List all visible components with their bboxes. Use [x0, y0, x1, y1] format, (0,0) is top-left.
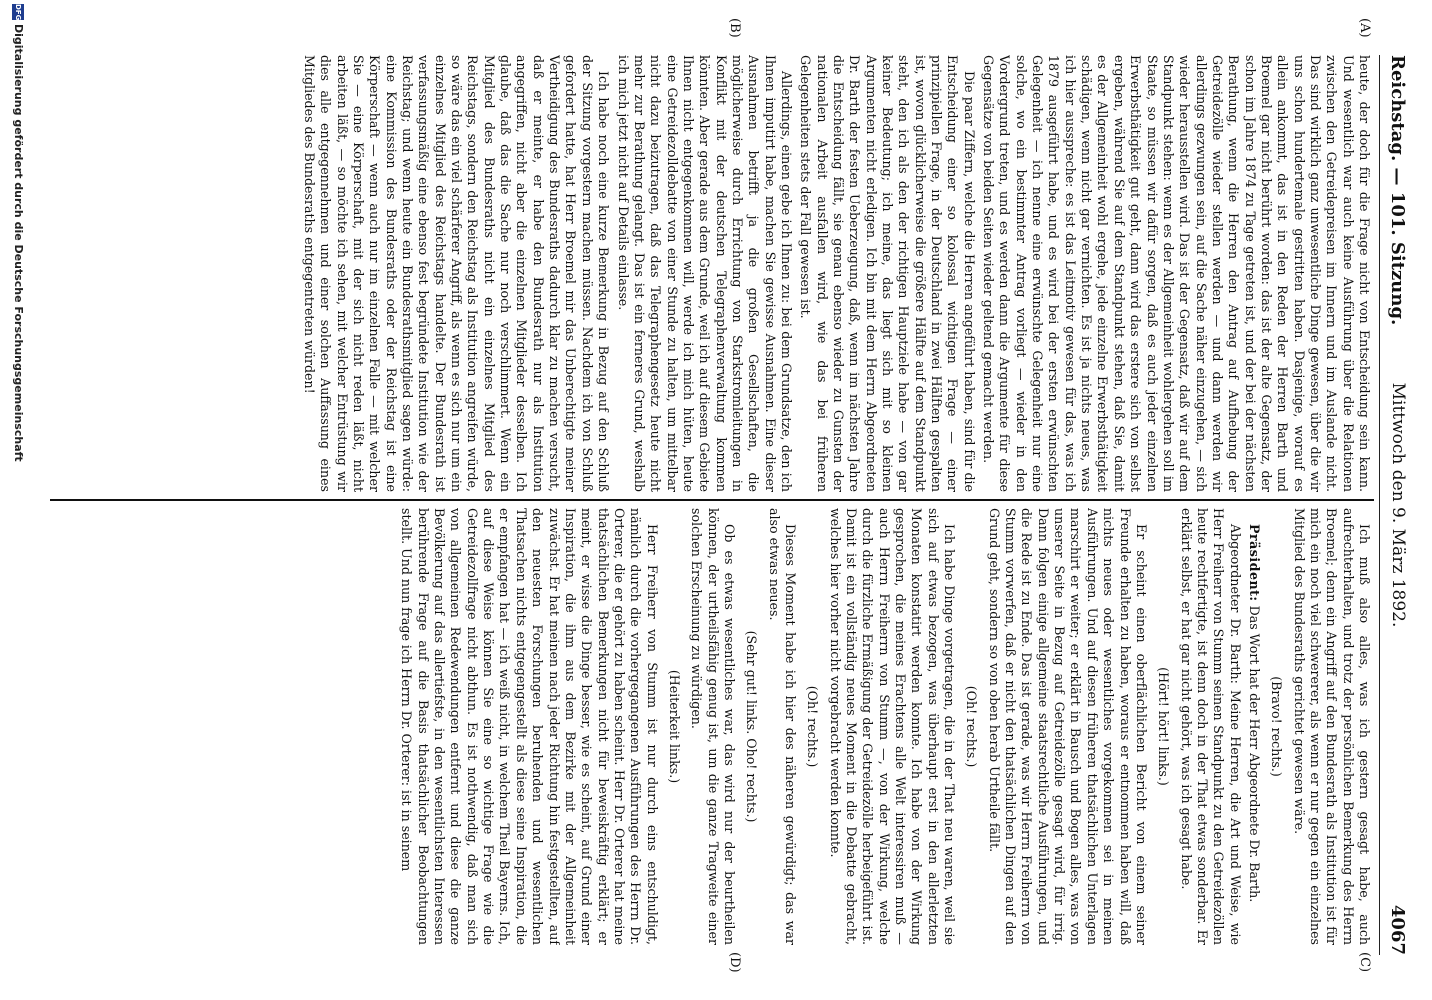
left-paragraph: Die paar Ziffern, welche die Herren angeführt haben, sind für die Entscheidung einer so kolossal wichtigen Frage — einer prinzipiellen Frage, in der Deutschland in zwei Hälften gespalten ist, wovon glücklicherweise die größere Hälfte auf dem Standpunkt steht, den ich als den der richtigen Hauptziele habe — von gar keiner Bedeutung; ich meine, das liegt sich mit so kleinen Argumenten nicht erledigen. Ich bin mit dem Herrn Abgeordneten Dr. Barth der festen Ueberzeugung, daß, wenn im nächsten Jahre die Entscheidung fällt, sie genau ebenso wieder zu Gunsten der nationalen Arbeit ausfallen wird, wie das bei früheren Gelegenheiten stets der Fall gewesen ist. — [798, 55, 977, 492]
interjection: (Oh! rechts.) — [964, 685, 980, 768]
header-session-title: Reichstag. — 101. Sitzung. — [1387, 55, 1408, 326]
header-page-number: 4067 — [1387, 904, 1408, 955]
margin-marker-a: (A) — [1357, 18, 1372, 38]
right-paragraph: Er scheint einen oberflächlichen Bericht von einem seiner Freunde erhalten zu haben, woraus er entnommen haben will, daß nichts neues oder wesentliches vorgekommen sei in meinen Ausführungen. Und auf diesen früheren thatsächlichen Unterlagen marschirt er weiter; er erklärt in Bausch und Bogen alles, was von unserer Seite in Bezug auf Getreidezölle gesagt wird, für irrig. Dann folgen einige allgemeine staatsrechtliche Ausführungen, und die Rede ist zu Ende. Das ist gerade, was wir Herrn Freiherrn von Stumm vorwerfen, daß er nicht den thatsächlichen Dingen auf den Grund geht, sondern so von oben herab Urtheile fällt. — [986, 508, 1149, 945]
right-paragraph: Dieses Moment habe ich hier des näheren gewürdigt; das war also etwas neues. — [766, 508, 798, 945]
left-paragraph: Allerdings, einen gebe ich Ihnen zu: bei dem Grundsatze, den ich Ihnen imputirt habe, machen Sie gewisse Ausnahmen. Eine dieser Ausnahmen betrifft ja die großen Gesellschaften, die möglicherweise durch Errichtung von Starkstromleitungen in Konflikt mit der deutschen Telegraphenverwaltung kommen könnten. Aber gerade aus dem Grunde, weil ich auf diesem Gebiete Ihnen nicht entgegenkommen will, werde ich mich hüten, heute eine Getreidezolldebatte von einer Stunde zu halten, um mittelbar nicht dazu beizutragen, daß das Telegraphengesetz heute nicht mehr zur Berathung gelangt. Das ist ein ferneres Grund, weshalb ich mich jetzt nicht auf Details einlasse. — [615, 55, 794, 492]
interjection: (Heiterkeit links.) — [666, 669, 682, 784]
margin-marker-c: (C) — [1357, 952, 1372, 973]
speaker-label: Präsident: — [1246, 524, 1262, 602]
interjection: (Sehr gut! links. Oho! rechts.) — [744, 630, 760, 823]
interjection: (Bravo! rechts.) — [1269, 676, 1285, 777]
left-paragraph: Ich habe noch eine kurze Bemerkung in Bezug auf den Schluß der Sitzung vorgestern machen müssen. Nachdem ich von Schluß gefordert hatte, hat Herr Broemel mir das Unberechtigte meiner Vertheidigung des Bundesraths dadurch klar zu machen versucht, daß er meinte, er habe den Bundesrath nur als Institution angegriffen, nicht aber die einzelnen Mitglieder desselben. Ich glaube, daß das die Sache nur noch verschlimmert. Wenn ein Mitglied des Bundesraths nicht ein einzelnes Mitglied des Reichstags, sondern den Reichstag als Institution angreifen würde, so wäre das ein viel schärferer Angriff, als wenn es sich nur um ein einzelnes Mitglied des Reichstags handelte. Der Bundesrath ist verfassungsmäßig eine ebenso fest begründete Institution wie der Reichstag; und wenn heute ein Bundesrathsmitglied sagen würde: eine Kommission des Bundesraths oder der Reichstag ist eine Körperschaft — wenn auch nur im einzelnen Falle — mit welcher Sie — eine Körperschaft, mit der sich nicht reden läßt, nicht arbeiten läßt, — so möchte ich sehen, mit welcher Entrüstung wir dies alle entgegennehmen und einer solchen Auffassung eines Mitgliedes des Bundesraths entgegentreten würden! — [302, 55, 612, 492]
right-paragraph: Herr Freiherr von Stumm ist nur durch eins entschuldigt, nämlich durch die vorhergegangenen Ausführungen des Herrn Dr. Orterer, die er gehört zu haben scheint. Herr Dr. Orterer hat meine thatsächlichen Bemerkungen nicht für beweiskräftig erklärt; er meint, er wisse die Dinge besser, wie es scheint, auf Grund einer Inspiration, die ihm aus dem Bezirke mit der Allgemeinheit zuwächst. Er hat meinen nach jeder Richtung hin festgestellten, auf den neuesten Forschungen beruhenden und wesentlichen Thatsachen nichts entgegengestellt als diese seine Inspiration, die er empfangen hat — ich weiß nicht, in welchem Theil Bayerns. Ich, auf diese Weise können Sie eine so wichtige Frage wie die Getreidezollfrage nicht abthun. Es ist nothwendig, daß man sich von allgemeinen Redewendungen entfernt und diese die ganze Bevölkerung auf das allertiefste, in den wesentlichsten Interessen berührende Frage auf die Basis thatsächlicher Beobachtungen stellt. Und nun frage ich Herrn Dr. Orterer: ist in seinem — [399, 508, 660, 945]
left-paragraph: heute, der doch für die Frage nicht von Entscheidung sein kann. Und wesentlich war auch keine Ausführung über die Relationen zwischen den Getreidepreisen im Innern und im Auslande nicht. Das sind wirklich ganz unwesentliche Dinge gewesen, über die wir uns schon hundertemale gestritten haben. Dasjenige, worauf es allein ankommt, das ist in den Reden der Herren Barth und Broemel gar nicht berührt worden: das ist der alte Gegensatz, der schon im Jahre 1874 zu Tage getreten ist, und der bei der nächsten Berathung, wenn die Herren den Antrag auf Aufhebung der Getreidezölle wieder stellen werden — und dann werden wir allerdings gezwungen sein, auf die Sache näher einzugehen, — sich wieder herausstellen wird. Das ist der Gegensatz, daß wir auf dem Standpunkt stehen: wenn es der Allgemeinheit wohlergehen soll im Staate, so müssen wir dafür sorgen, daß es auch jeder einzelnen Erwerbsthätigkeit gut geht, dann wird das erstere sich von selbst ergeben, während Sie auf dem Standpunkt stehen, daß Sie, damit es der Allgemeinheit wohl ergehe, jede einzelne Erwerbsthätigkeit schädigen, wenn nicht gar vernichten. Es ist ja nichts neues, was ich hier ausspreche: es ist das Leitmotiv gewesen für das, was ich 1879 ausgeführt habe, und es wird bei der ersten erwünschten Gelegenheit — ich nenne eine erwünschte Gelegenheit nur eine solche, wo ein bestimmter Antrag vorliegt — wieder in den Vordergrund treten, und es werden dann die Argumente für diese Gegensätze von beiden Seiten wieder geltend gemacht werden. — [981, 55, 1372, 492]
left-column — [58, 55, 1372, 492]
right-column — [58, 508, 1372, 945]
right-paragraph: Abgeordneter Dr. Barth: Meine Herren, die Art und Weise, wie Herr Freiherr von Stumm seinen Standpunkt zu den Getreidezöllen heute rechtfertigte, ist denn doch in der That etwas sonderbar. Er erklärt selbst, er hat gar nicht gehört, was ich gesagt habe. — [1178, 508, 1243, 945]
interjection: (Oh! rechts.) — [805, 685, 821, 768]
right-paragraph: Ich muß also alles, was ich gestern gesagt habe, auch aufrechterhalten, und trotz der persönlichen Bemerkung des Herrn Broemel; denn ein Angriff auf den Bundesrath als Institution ist für mich ein noch viel schwererer, als wenn er nur gegen ein einzelnes Mitglied des Bundesraths gerichtet gewesen wäre. — [1291, 508, 1372, 945]
digitization-credit: Digitalisierung gefördert durch die Deutsche Forschungsgemeinschaft — [12, 24, 25, 462]
column-divider — [50, 499, 1374, 501]
right-paragraph: Ob es etwas wesentliches war, das wird nur der beurtheilen können, der urtheilsfähig genug ist, um die ganze Tragweite einer solchen Erscheinung zu würdigen. — [689, 508, 737, 945]
header-date: Mittwoch den 9. März 1892. — [1388, 382, 1408, 628]
digitization-footer — [6, 0, 26, 1000]
margin-marker-b: (B) — [727, 18, 742, 38]
president-paragraph — [1246, 508, 1262, 945]
page-header — [1379, 55, 1414, 955]
president-text: Das Wort hat der Herr Abgeordnete Dr. Barth. — [1246, 601, 1262, 903]
margin-marker-d: (D) — [727, 952, 742, 973]
interjection: (Hört! hört! links.) — [1156, 667, 1172, 786]
dfg-logo-icon: DFG — [14, 4, 22, 21]
right-paragraph: Ich habe Dinge vorgetragen, die in der That neu waren, weil sie sich auf etwas bezogen, was überhaupt erst in den allerletzten Monaten konstatirt werden konnte. Ich habe von der Wirkung gesprochen, die meines Erachtens alle Welt interessiren muß — auch Herrn Freiherrn von Stumm —, von der Wirkung, welche durch die fürzliche Ermäßigung der Getreidezölle herbeigeführt ist. Damit ist ein vollständig neues Moment in die Debatte gebracht, welches hier vorher nicht vorgebracht werden konnte. — [827, 508, 958, 945]
